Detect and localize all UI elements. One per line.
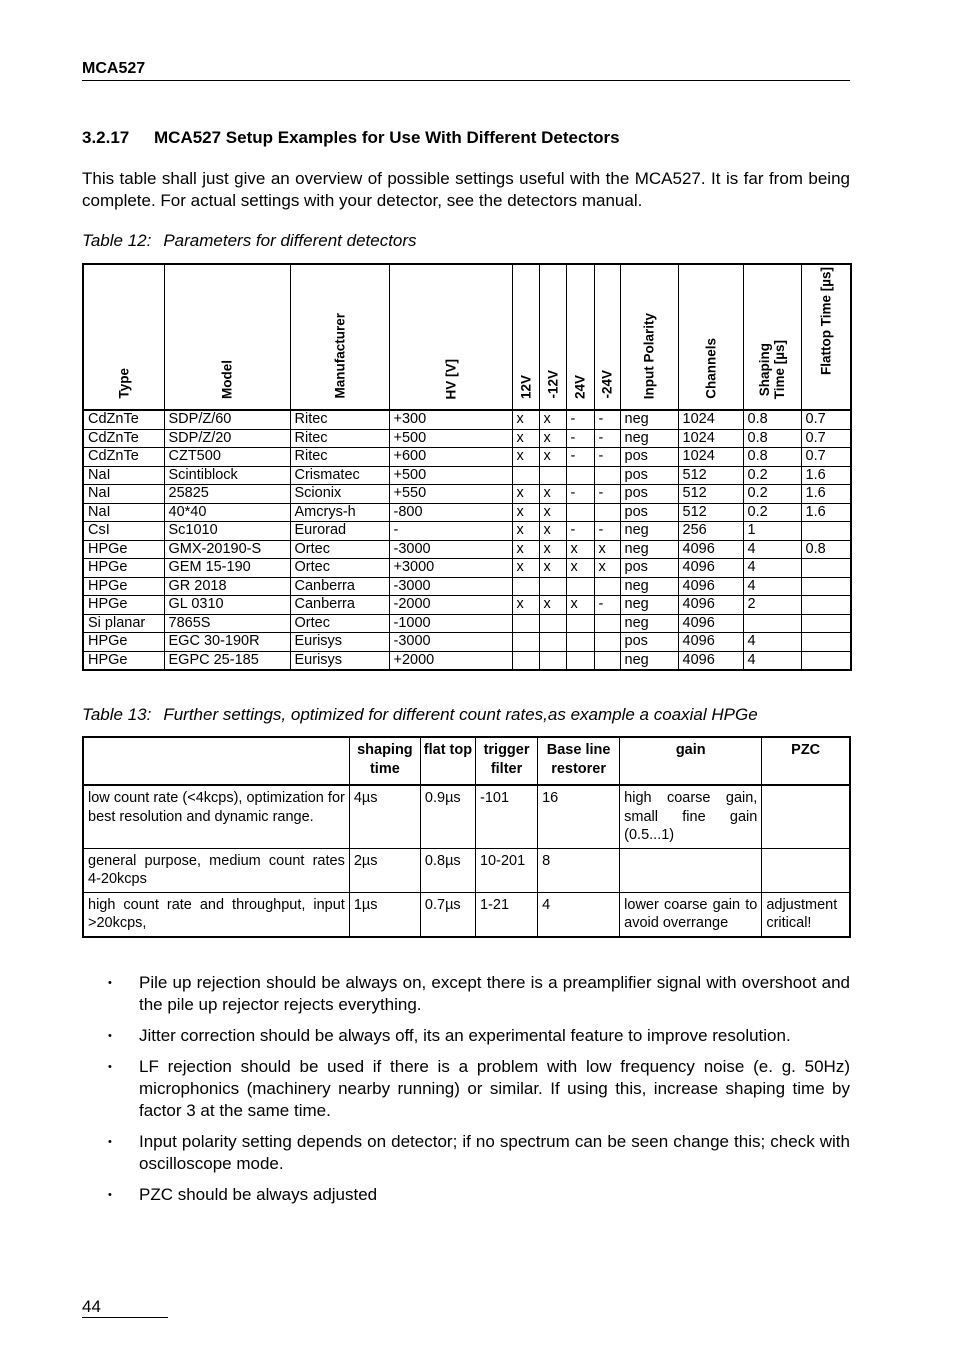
- intro-paragraph: This table shall just give an overview of possible settings useful with the MCA527. It is far from being complete. For actual settings with your detector, see the detectors manual.: [82, 169, 850, 210]
- table13-header-row: [83, 737, 850, 785]
- table-cell: +550: [389, 485, 512, 504]
- table-cell: [512, 614, 539, 633]
- table-row: [83, 596, 851, 615]
- table-cell: [801, 596, 851, 615]
- table-cell: -: [594, 448, 620, 467]
- table-cell: [566, 577, 594, 596]
- table-cell: 0.7: [801, 448, 851, 467]
- table-cell: high coarse gain, small fine gain (0.5...1): [620, 785, 762, 848]
- table-cell: Ortec: [290, 559, 389, 578]
- table-cell: [801, 651, 851, 670]
- col-header-input-polarity: Input Polarity: [620, 264, 678, 410]
- table-cell: 0.8: [801, 540, 851, 559]
- table-cell: x: [539, 540, 566, 559]
- table-cell: pos: [620, 559, 678, 578]
- table-cell: CdZnTe: [83, 429, 164, 448]
- table-cell: -800: [389, 503, 512, 522]
- table-cell: [801, 522, 851, 541]
- table12-caption-text: Parameters for different detectors: [163, 231, 417, 250]
- table-cell: 4µs: [349, 785, 420, 848]
- col-header-pzc: PZC: [762, 737, 850, 785]
- header-rule: [82, 80, 850, 81]
- shaping-time-header-text: Shaping Time [µs]: [757, 339, 787, 399]
- table-cell: -: [389, 522, 512, 541]
- bullet-icon: •: [108, 1136, 112, 1148]
- table-cell: Ortec: [290, 614, 389, 633]
- table-cell: [512, 633, 539, 652]
- table-cell: 25825: [164, 485, 290, 504]
- table-cell: x: [512, 448, 539, 467]
- table-cell: 4: [743, 651, 801, 670]
- table-cell: x: [594, 540, 620, 559]
- table-cell: 4: [743, 540, 801, 559]
- table-cell: 0.2: [743, 466, 801, 485]
- table-cell: [594, 577, 620, 596]
- table-cell: x: [539, 410, 566, 429]
- table-cell: 0.9µs: [420, 785, 475, 848]
- table-cell: 4096: [678, 596, 743, 615]
- table-cell: 4: [743, 577, 801, 596]
- table-row: [83, 577, 851, 596]
- table13-label: Table 13:: [82, 705, 152, 724]
- list-item-text: Jitter correction should be always off, its an experimental feature to improve resolution.: [139, 1026, 791, 1045]
- col-header-neg24v: -24V: [594, 264, 620, 410]
- table-cell: x: [512, 559, 539, 578]
- table-cell: neg: [620, 596, 678, 615]
- table-cell: neg: [620, 540, 678, 559]
- table-cell: 512: [678, 485, 743, 504]
- table-cell: lower coarse gain to avoid overrange: [620, 892, 762, 937]
- list-item: [108, 1056, 850, 1122]
- table-cell: neg: [620, 614, 678, 633]
- table-cell: 7865S: [164, 614, 290, 633]
- table-cell: neg: [620, 522, 678, 541]
- table-cell: GL 0310: [164, 596, 290, 615]
- col-header-flat-top: flat top: [420, 737, 475, 785]
- table-cell: [512, 651, 539, 670]
- table-cell: [566, 466, 594, 485]
- table12-caption: [82, 231, 417, 251]
- table-cell: 2: [743, 596, 801, 615]
- table-cell: 1024: [678, 410, 743, 429]
- col-header-baseline-restorer: Base line restorer: [538, 737, 620, 785]
- table-cell: x: [512, 596, 539, 615]
- table-cell: low count rate (<4kcps), optimization for best resolution and dynamic range.: [83, 785, 349, 848]
- table-cell: Eurisys: [290, 633, 389, 652]
- table-cell: 512: [678, 466, 743, 485]
- notes-bullet-list: [108, 972, 850, 1215]
- table-row: [83, 448, 851, 467]
- table-cell: 2µs: [349, 848, 420, 892]
- table-cell: [512, 577, 539, 596]
- table-cell: SDP/Z/60: [164, 410, 290, 429]
- table-cell: 0.7: [801, 429, 851, 448]
- table-cell: pos: [620, 485, 678, 504]
- table-cell: -3000: [389, 540, 512, 559]
- table-cell: 1: [743, 522, 801, 541]
- table-cell: 1.6: [801, 466, 851, 485]
- table-cell: 4: [538, 892, 620, 937]
- col-header-type: Type: [83, 264, 164, 410]
- table-cell: x: [512, 540, 539, 559]
- table-row: [83, 540, 851, 559]
- table-cell: 1-21: [475, 892, 537, 937]
- table-cell: Sc1010: [164, 522, 290, 541]
- table-cell: 0.8: [743, 448, 801, 467]
- table-cell: 4096: [678, 633, 743, 652]
- table-row: [83, 485, 851, 504]
- table-cell: -: [566, 429, 594, 448]
- table-cell: HPGe: [83, 651, 164, 670]
- table-cell: -: [566, 448, 594, 467]
- col-header-12v: 12V: [512, 264, 539, 410]
- page-number: 44: [82, 1297, 101, 1316]
- list-item: [108, 1184, 850, 1206]
- table-cell: [594, 633, 620, 652]
- table-cell: [801, 633, 851, 652]
- table-row: [83, 466, 851, 485]
- table-cell: -2000: [389, 596, 512, 615]
- bullet-icon: •: [108, 1030, 112, 1042]
- list-item-text: PZC should be always adjusted: [139, 1185, 378, 1204]
- table-cell: 4096: [678, 540, 743, 559]
- list-item: [108, 1025, 850, 1047]
- col-header-manufacturer: Manufacturer: [290, 264, 389, 410]
- table-cell: x: [539, 485, 566, 504]
- table-cell: [539, 577, 566, 596]
- table-cell: 4096: [678, 651, 743, 670]
- table-cell: GMX-20190-S: [164, 540, 290, 559]
- table-row: [83, 848, 850, 892]
- table-cell: GEM 15-190: [164, 559, 290, 578]
- table-cell: 16: [538, 785, 620, 848]
- table-cell: x: [566, 596, 594, 615]
- table-row: [83, 785, 850, 848]
- section-title: MCA527 Setup Examples for Use With Different Detectors: [154, 128, 620, 147]
- table-row: [83, 559, 851, 578]
- table-cell: Eurorad: [290, 522, 389, 541]
- table-cell: pos: [620, 503, 678, 522]
- table-cell: adjustment critical!: [762, 892, 850, 937]
- table-cell: -: [594, 485, 620, 504]
- table-cell: 0.7µs: [420, 892, 475, 937]
- table-cell: 256: [678, 522, 743, 541]
- table-cell: 8: [538, 848, 620, 892]
- table-cell: +3000: [389, 559, 512, 578]
- table13-body: [83, 785, 850, 937]
- col-header-neg12v: -12V: [539, 264, 566, 410]
- table-cell: x: [539, 596, 566, 615]
- table-row: [83, 429, 851, 448]
- table-cell: x: [539, 503, 566, 522]
- col-header-description: [83, 737, 349, 785]
- table-cell: +600: [389, 448, 512, 467]
- table-cell: x: [539, 522, 566, 541]
- col-header-model: Model: [164, 264, 290, 410]
- table-cell: 1024: [678, 448, 743, 467]
- col-header-channels: Channels: [678, 264, 743, 410]
- table-cell: 1024: [678, 429, 743, 448]
- table-cell: HPGe: [83, 596, 164, 615]
- table-cell: +2000: [389, 651, 512, 670]
- section-heading: [82, 128, 620, 148]
- table12-label: Table 12:: [82, 231, 152, 250]
- table-cell: [762, 785, 850, 848]
- table-cell: 1.6: [801, 503, 851, 522]
- table-cell: SDP/Z/20: [164, 429, 290, 448]
- table-cell: [594, 651, 620, 670]
- bullet-icon: •: [108, 1061, 112, 1073]
- table-cell: 4096: [678, 559, 743, 578]
- table-cell: x: [512, 485, 539, 504]
- section-number: 3.2.17: [82, 128, 130, 147]
- table-cell: x: [512, 503, 539, 522]
- table-cell: Canberra: [290, 577, 389, 596]
- table-row: [83, 503, 851, 522]
- table-cell: Amcrys-h: [290, 503, 389, 522]
- list-item-text: Pile up rejection should be always on, except there is a preamplifier signal with overshoot and the pile up rejector rejects everything.: [139, 973, 850, 1014]
- table-cell: [620, 848, 762, 892]
- table-cell: Ritec: [290, 410, 389, 429]
- table-cell: -: [566, 410, 594, 429]
- list-item: [108, 972, 850, 1016]
- table-cell: [594, 503, 620, 522]
- table-cell: 512: [678, 503, 743, 522]
- table-cell: 4: [743, 633, 801, 652]
- table-cell: x: [566, 559, 594, 578]
- table-cell: 40*40: [164, 503, 290, 522]
- table-cell: [566, 614, 594, 633]
- table-cell: x: [566, 540, 594, 559]
- table-cell: [539, 633, 566, 652]
- table-cell: x: [512, 410, 539, 429]
- table-cell: -: [566, 522, 594, 541]
- count-rate-settings-table: [82, 736, 851, 938]
- table-cell: +300: [389, 410, 512, 429]
- table-cell: CsI: [83, 522, 164, 541]
- table-cell: 0.8: [743, 410, 801, 429]
- table-cell: pos: [620, 633, 678, 652]
- table-cell: [801, 577, 851, 596]
- table-cell: 0.7: [801, 410, 851, 429]
- table-cell: 0.2: [743, 485, 801, 504]
- table-cell: -3000: [389, 577, 512, 596]
- table-cell: Canberra: [290, 596, 389, 615]
- table13-caption-text: Further settings, optimized for different count rates,as example a coaxial HPGe: [163, 705, 758, 724]
- col-header-shaping-time: [743, 264, 801, 410]
- table-cell: NaI: [83, 485, 164, 504]
- table-cell: HPGe: [83, 559, 164, 578]
- table13-caption: [82, 705, 758, 725]
- table-cell: [539, 466, 566, 485]
- table-cell: x: [512, 522, 539, 541]
- table-cell: high count rate and throughput, input >20kcps,: [83, 892, 349, 937]
- table12-body: [83, 410, 851, 670]
- table-cell: Ritec: [290, 429, 389, 448]
- table-cell: neg: [620, 651, 678, 670]
- table-cell: -3000: [389, 633, 512, 652]
- table-cell: [594, 466, 620, 485]
- table-cell: pos: [620, 466, 678, 485]
- table-cell: -: [594, 522, 620, 541]
- table-cell: EGC 30-190R: [164, 633, 290, 652]
- col-header-trigger-filter: trigger filter: [475, 737, 537, 785]
- table-cell: neg: [620, 429, 678, 448]
- table-cell: 0.2: [743, 503, 801, 522]
- table-cell: EGPC 25-185: [164, 651, 290, 670]
- table-cell: -: [566, 485, 594, 504]
- table12-header-row: [83, 264, 851, 410]
- table-cell: Scintiblock: [164, 466, 290, 485]
- table-cell: NaI: [83, 503, 164, 522]
- table-cell: x: [512, 429, 539, 448]
- table-cell: +500: [389, 466, 512, 485]
- table-cell: CdZnTe: [83, 448, 164, 467]
- table-cell: [594, 614, 620, 633]
- table-cell: -1000: [389, 614, 512, 633]
- table-cell: -101: [475, 785, 537, 848]
- col-header-hv: HV [V]: [389, 264, 512, 410]
- table-cell: [539, 614, 566, 633]
- table-cell: x: [594, 559, 620, 578]
- table-cell: general purpose, medium count rates 4-20kcps: [83, 848, 349, 892]
- table-cell: Eurisys: [290, 651, 389, 670]
- list-item-text: Input polarity setting depends on detector; if no spectrum can be seen change this; check with oscilloscope mode.: [139, 1132, 850, 1173]
- table-cell: [566, 651, 594, 670]
- col-header-flattop-time: Flattop Time [µs]: [801, 264, 851, 410]
- table-cell: HPGe: [83, 540, 164, 559]
- table-cell: 1.6: [801, 485, 851, 504]
- table-cell: GR 2018: [164, 577, 290, 596]
- col-header-24v: 24V: [566, 264, 594, 410]
- table-cell: Ritec: [290, 448, 389, 467]
- col-header-gain: gain: [620, 737, 762, 785]
- detector-parameters-table: [82, 263, 852, 671]
- table-row: [83, 522, 851, 541]
- footer-rule: [82, 1317, 168, 1318]
- table-row: [83, 651, 851, 670]
- table-row: [83, 892, 850, 937]
- table-cell: 4096: [678, 577, 743, 596]
- list-item-text: LF rejection should be used if there is a problem with low frequency noise (e. g. 50Hz) microphonics (machinery nearby running) or similar. If using this, increase shaping time by factor 3 at the same time.: [139, 1057, 850, 1120]
- table-cell: [512, 466, 539, 485]
- bullet-icon: •: [108, 977, 112, 989]
- table-cell: [743, 614, 801, 633]
- table-cell: pos: [620, 448, 678, 467]
- table-cell: +500: [389, 429, 512, 448]
- table-cell: -: [594, 596, 620, 615]
- table-cell: x: [539, 429, 566, 448]
- table-cell: -: [594, 410, 620, 429]
- table-cell: Ortec: [290, 540, 389, 559]
- table-cell: NaI: [83, 466, 164, 485]
- table-cell: HPGe: [83, 577, 164, 596]
- table-cell: Scionix: [290, 485, 389, 504]
- table-cell: 4096: [678, 614, 743, 633]
- running-header: MCA527: [82, 60, 146, 77]
- bullet-icon: •: [108, 1189, 112, 1201]
- table-cell: [801, 614, 851, 633]
- table-cell: 10-201: [475, 848, 537, 892]
- table-cell: CdZnTe: [83, 410, 164, 429]
- col-header-shaping-time: shaping time: [349, 737, 420, 785]
- table-row: [83, 633, 851, 652]
- table-cell: HPGe: [83, 633, 164, 652]
- table-row: [83, 410, 851, 429]
- table-row: [83, 614, 851, 633]
- table-cell: Si planar: [83, 614, 164, 633]
- table-cell: x: [539, 559, 566, 578]
- table-cell: -: [594, 429, 620, 448]
- table-cell: 0.8: [743, 429, 801, 448]
- table-cell: [762, 848, 850, 892]
- table-cell: CZT500: [164, 448, 290, 467]
- table-cell: [539, 651, 566, 670]
- table-cell: [566, 503, 594, 522]
- table-cell: 1µs: [349, 892, 420, 937]
- table-cell: [566, 633, 594, 652]
- table-cell: 0.8µs: [420, 848, 475, 892]
- table-cell: neg: [620, 410, 678, 429]
- table-cell: 4: [743, 559, 801, 578]
- table-cell: Crismatec: [290, 466, 389, 485]
- table-cell: neg: [620, 577, 678, 596]
- table-cell: x: [539, 448, 566, 467]
- list-item: [108, 1131, 850, 1175]
- table-cell: [801, 559, 851, 578]
